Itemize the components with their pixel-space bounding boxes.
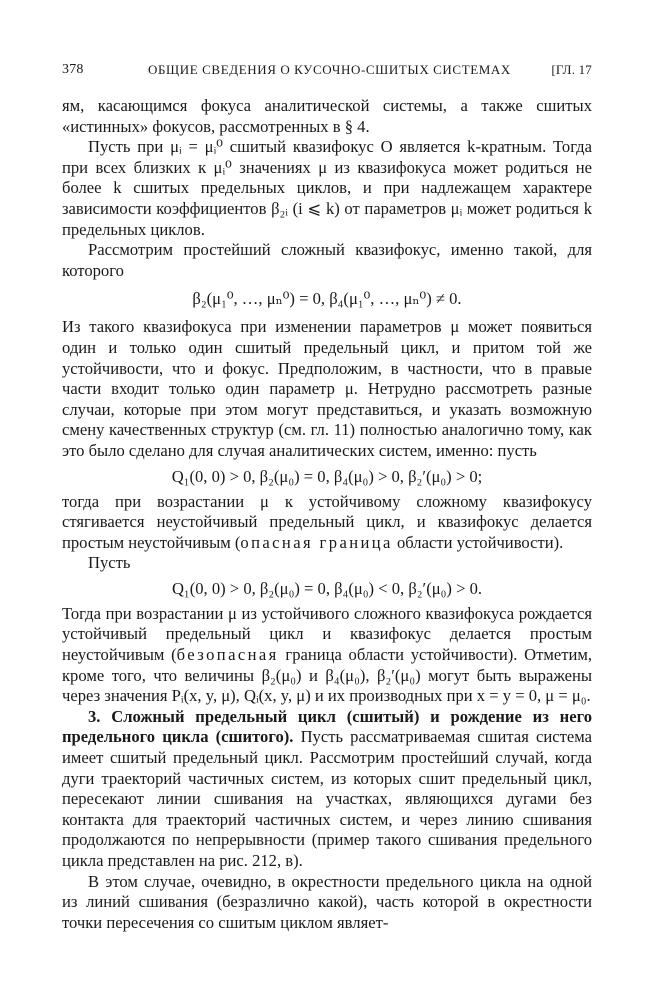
- spaced-emphasis-dangerous: опасная граница: [240, 532, 393, 552]
- page-number: 378: [62, 62, 84, 77]
- chapter-label: [ГЛ. 17: [551, 62, 592, 77]
- paragraph-5-text-a: тогда при возрастании μ к устойчивому сложному квазифокусу стягивается неустойчивый предельный цикл, и квазифокус делается простым неустойчивым (: [62, 491, 592, 552]
- spaced-emphasis-safe: безопасная: [176, 645, 279, 665]
- paragraph-7-text-b: граница области устойчивости). Отметим, кроме того, что величины β₂(μ₀) и β₄(μ₀), β₂′(μ₀) могут быть выражены через значения Pᵢ(x, y, μ), Qᵢ(x, y, μ) и их производных при x = y = 0, μ = μ₀.: [62, 645, 592, 706]
- paragraph-5-text-b: области устойчивости).: [392, 532, 564, 552]
- paragraph-9: В этом случае, очевидно, в окрестности предельного цикла на одной из линий сшивания (безразлично какой), часть которой в окрестности точки пересечения со сшитым циклом являет-: [62, 871, 592, 932]
- running-title: ОБЩИЕ СВЕДЕНИЯ О КУСОЧНО-СШИТЫХ СИСТЕМАХ: [148, 62, 511, 77]
- formula-1: β₂(μ₁⁰, …, μₙ⁰) = 0, β₄(μ₁⁰, …, μₙ⁰) ≠ 0.: [192, 289, 462, 309]
- paragraph-1: ям, касающимся фокуса аналитической системы, а также сшитых «истинных» фокусов, рассмотренных в § 4.: [62, 96, 592, 136]
- paragraph-6: Пусть: [88, 553, 131, 573]
- paragraph-3: Рассмотрим простейший сложный квазифокус, именно такой, для которого: [62, 240, 592, 280]
- paragraph-7: [62, 604, 592, 707]
- page-body: [62, 96, 592, 933]
- paragraph-7-text-a: Тогда при возрастании μ из устойчивого сложного квазифокуса рождается устойчивый предельный цикл и квазифокус делается простым неустойчивым (: [62, 603, 592, 665]
- running-header: [62, 62, 592, 84]
- paragraph-4: Из такого квазифокуса при изменении параметров μ может появиться один и только один сшитый предельный цикл, и притом той же устойчивости, что и фокус. Предположим, в частности, что в правые части входит только один параметр μ. Нетрудно рассмотреть разные случаи, которые при этом могут представиться, и указать возможную смену качественных структур (см. гл. 11) полностью аналогично тому, как это было сделано для случая аналитических систем, именно: пусть: [62, 317, 592, 460]
- paragraph-5: [62, 492, 592, 554]
- formula-2: Q₁(0, 0) > 0, β₂(μ₀) = 0, β₄(μ₀) > 0, β₂′(μ₀) > 0;: [171, 466, 483, 486]
- paragraph-2: Пусть при μᵢ = μᵢ⁰ сшитый квазифокус O является k-кратным. Тогда при всех близких к μᵢ⁰ значениях μ из квазифокуса может родиться не более k сшитых предельных циклов, и при надлежащем характере зависимости коэффициентов β₂ᵢ (i ⩽ k) от параметров μᵢ может родиться k предельных циклов.: [62, 137, 592, 239]
- paragraph-8: [62, 707, 592, 872]
- section-heading: 3. Сложный предельный цикл (сшитый) и рождение из него предельного цикла (сшитого).: [62, 706, 592, 747]
- paragraph-8-text: Пусть рассматриваемая сшитая система имеет сшитый предельный цикл. Рассмотрим простейший случай, когда дуги траекторий частичных систем, из которых сшит предельный цикл, пересекают линии сшивания на участках, являющихся дугами без контакта для траекторий частичных систем, и через линию сшивания продолжаются по непрерывности (пример такого сшивания предельного цикла представлен на рис. 212, в).: [62, 727, 592, 870]
- formula-3: Q₁(0, 0) > 0, β₂(μ₀) = 0, β₄(μ₀) < 0, β₂′(μ₀) > 0.: [171, 578, 483, 598]
